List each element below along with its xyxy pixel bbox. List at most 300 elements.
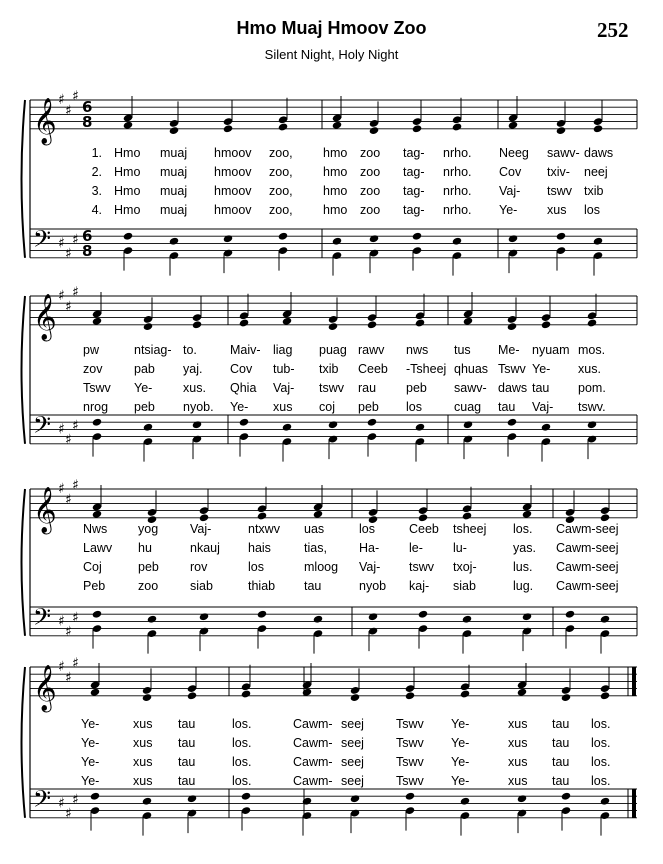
lyric-syllable: Cawm- (293, 717, 333, 731)
lyric-syllable: Vaj- (532, 400, 554, 414)
lyric-syllable: zoo, (269, 203, 293, 217)
lyric-syllable: muaj (160, 146, 188, 160)
lyric-syllable: tau (178, 717, 196, 731)
tenor-note (593, 237, 603, 246)
lyric-syllable: txoj- (453, 560, 477, 574)
lyric-syllable: xus (133, 755, 153, 769)
alto-note (507, 322, 517, 331)
lyric-syllable: nrho. (443, 146, 472, 160)
lyric-syllable: Tswv (396, 774, 424, 788)
verse-number: 4. (91, 203, 102, 217)
lyric-syllable: los (406, 400, 422, 414)
lyric-syllable: tau (552, 736, 570, 750)
lyric-syllable: Cawm-seej (556, 541, 619, 555)
lyric-syllable: tau (178, 736, 196, 750)
lyric-syllable: txiv- (547, 165, 570, 179)
tenor-note (452, 237, 462, 246)
lyric-syllable: le- (409, 541, 423, 555)
lyric-syllable: Neeg (499, 146, 529, 160)
lyric-syllable: rawv (358, 343, 385, 357)
alto-note (541, 320, 551, 329)
tenor-note (223, 234, 233, 243)
time-signature: 6 (82, 227, 93, 245)
lyric-syllable: seej (341, 717, 364, 731)
tenor-note (561, 792, 571, 801)
lyric-syllable: los. (591, 755, 611, 769)
tenor-note (147, 615, 157, 624)
lyric-syllable: los (584, 203, 600, 217)
tenor-note (587, 420, 597, 429)
sharp-icon: ♯ (72, 609, 79, 626)
verse-number: 1. (91, 146, 102, 160)
lyric-syllable: zoo (138, 579, 159, 593)
lyric-syllable: Tswv (396, 755, 424, 769)
lyric-syllable: Ye- (81, 774, 100, 788)
lyric-syllable: xus (547, 203, 567, 217)
alto-note (169, 126, 179, 135)
lyric-syllable: mloog (304, 560, 339, 574)
bass-clef-icon: 𝄢 (33, 411, 52, 444)
tenor-note (90, 792, 100, 801)
lyric-syllable: txib (319, 362, 339, 376)
tenor-note (143, 423, 153, 432)
tenor-note (460, 797, 470, 806)
lyric-syllable: hmoov (214, 184, 252, 198)
lyric-syllable: Ye- (81, 717, 100, 731)
sharp-icon: ♯ (72, 88, 79, 105)
tenor-note (522, 612, 532, 621)
lyric-syllable: Ye- (134, 381, 153, 395)
lyric-syllable: Hmo (114, 203, 141, 217)
lyric-syllable: muaj (160, 165, 188, 179)
lyric-syllable: peb (406, 381, 427, 395)
alto-note (412, 124, 422, 133)
lyric-syllable: tub- (273, 362, 295, 376)
lyric-syllable: peb (358, 400, 379, 414)
lyric-syllable: los. (232, 717, 252, 731)
sharp-icon: ♯ (72, 231, 79, 248)
tenor-note (199, 612, 209, 621)
alto-note (187, 691, 197, 700)
lyric-syllable: lu- (453, 541, 467, 555)
tenor-note (600, 797, 610, 806)
lyric-syllable: tag- (403, 184, 425, 198)
time-signature: 6 (82, 98, 93, 116)
lyric-syllable: kaj- (409, 579, 430, 593)
lyric-syllable: seej (341, 736, 364, 750)
lyric-syllable: tsheej (453, 522, 487, 536)
lyric-syllable: xus (133, 736, 153, 750)
lyric-syllable: xus (273, 400, 293, 414)
lyric-syllable: xus (133, 774, 153, 788)
lyric-syllable: Vaj- (499, 184, 521, 198)
lyric-syllable: tias, (304, 541, 327, 555)
lyric-syllable: hmo (323, 184, 348, 198)
lyric-syllable: tag- (403, 203, 425, 217)
treble-clef-icon: 𝄞 (33, 486, 57, 533)
alto-note (241, 689, 251, 698)
sharp-icon: ♯ (58, 421, 65, 438)
tenor-note (369, 234, 379, 243)
tenor-note (368, 612, 378, 621)
time-signature: 8 (82, 242, 93, 260)
lyric-syllable: nkauj (190, 541, 220, 555)
lyric-syllable: xus (133, 717, 153, 731)
lyric-syllable: hmo (323, 203, 348, 217)
tenor-note (412, 232, 422, 241)
lyric-syllable: seej (341, 774, 364, 788)
lyric-syllable: hmo (323, 165, 348, 179)
lyric-syllable: tswv. (578, 400, 606, 414)
lyric-syllable: pom. (578, 381, 606, 395)
lyric-syllable: los. (232, 755, 252, 769)
tenor-note (541, 423, 551, 432)
lyric-syllable: los. (591, 774, 611, 788)
lyric-syllable: qhuas (454, 362, 489, 376)
lyric-syllable: hmo (323, 146, 348, 160)
lyric-syllable: tswv (319, 381, 344, 395)
lyric-syllable: muaj (160, 203, 188, 217)
verse-number: 3. (91, 184, 102, 198)
lyric-syllable: tau (178, 774, 196, 788)
lyric-syllable: rau (358, 381, 377, 395)
tenor-note (302, 797, 312, 806)
alto-note (556, 126, 566, 135)
sharp-icon: ♯ (72, 791, 79, 808)
lyric-syllable: Ye- (451, 774, 470, 788)
alto-note (192, 320, 202, 329)
tenor-note (328, 420, 338, 429)
sharp-icon: ♯ (65, 491, 72, 508)
lyric-syllable: uas (304, 522, 325, 536)
brace-icon (22, 667, 26, 818)
sharp-icon: ♯ (65, 624, 72, 641)
lyric-syllable: Vaj- (359, 560, 381, 574)
lyric-syllable: tau (552, 755, 570, 769)
tenor-note (463, 420, 473, 429)
lyric-syllable: neej (584, 165, 608, 179)
lyric-syllable: Ye- (230, 400, 249, 414)
lyric-syllable: puag (319, 343, 347, 357)
lyric-syllable: daws (498, 381, 528, 395)
lyric-syllable: Hmo (114, 146, 141, 160)
lyric-syllable: hu (138, 541, 152, 555)
lyric-syllable: seej (341, 755, 364, 769)
bass-clef-icon: 𝄢 (33, 785, 52, 818)
lyric-syllable: tau (498, 400, 516, 414)
final-barline (632, 789, 636, 818)
lyric-syllable: Ye- (81, 755, 100, 769)
lyric-syllable: peb (134, 400, 155, 414)
tenor-note (556, 232, 566, 241)
lyric-syllable: daws (584, 146, 614, 160)
lyric-syllable: Tswv (396, 736, 424, 750)
lyric-syllable: Hmo (114, 184, 141, 198)
lyric-syllable: hmoov (214, 146, 252, 160)
lyric-syllable: los. (591, 717, 611, 731)
alto-note (600, 691, 610, 700)
treble-clef-icon: 𝄞 (33, 664, 57, 711)
tenor-note (415, 423, 425, 432)
lyric-syllable: Cov (499, 165, 522, 179)
lyric-syllable: Cov (230, 362, 253, 376)
lyric-syllable: tag- (403, 165, 425, 179)
sharp-icon: ♯ (65, 669, 72, 686)
tenor-note (241, 792, 251, 801)
lyric-syllable: hais (248, 541, 271, 555)
tenor-note (123, 232, 133, 241)
lyric-syllable: los. (232, 736, 252, 750)
hymn-number: 252 (597, 18, 629, 42)
lyric-syllable: zoo (360, 146, 381, 160)
tenor-note (517, 794, 527, 803)
lyric-syllable: ntxwv (248, 522, 280, 536)
lyric-syllable: Cawm- (293, 736, 333, 750)
tenor-note (169, 237, 179, 246)
lyric-syllable: Ye- (81, 736, 100, 750)
lyric-syllable: Ye- (451, 717, 470, 731)
tenor-note (418, 610, 428, 619)
alto-note (199, 513, 209, 522)
lyric-syllable: xus (508, 755, 528, 769)
lyric-syllable: mos. (578, 343, 606, 357)
alto-note (328, 322, 338, 331)
lyric-syllable: yaj. (183, 362, 203, 376)
sharp-icon: ♯ (65, 102, 72, 119)
treble-clef-icon: 𝄞 (33, 293, 57, 340)
hymn-subtitle: Silent Night, Holy Night (264, 47, 399, 62)
lyric-syllable: hmoov (214, 203, 252, 217)
alto-note (418, 513, 428, 522)
lyric-syllable: Peb (83, 579, 106, 593)
hymn-title: Hmo Muaj Hmoov Zoo (236, 18, 427, 38)
lyric-syllable: Tswv (83, 381, 111, 395)
lyric-syllable: zoo (360, 165, 381, 179)
lyric-syllable: coj (319, 400, 335, 414)
lyric-syllable: Cawm- (293, 774, 333, 788)
lyric-syllable: Cawm-seej (556, 579, 619, 593)
lyric-syllable: Qhia (230, 381, 257, 395)
alto-note (600, 513, 610, 522)
sharp-icon: ♯ (58, 92, 65, 108)
lyric-syllable: Ye- (451, 736, 470, 750)
sharp-icon: ♯ (58, 613, 65, 630)
lyric-syllable: pw (83, 343, 99, 357)
lyric-syllable: nws (406, 343, 429, 357)
sharp-icon: ♯ (58, 659, 65, 675)
lyric-syllable: nrho. (443, 184, 472, 198)
alto-note (278, 122, 288, 131)
lyric-syllable: Me- (498, 343, 520, 357)
lyric-syllable: Tswv (498, 362, 526, 376)
lyric-syllable: xus. (578, 362, 601, 376)
lyric-syllable: lus. (513, 560, 533, 574)
tenor-note (565, 610, 575, 619)
lyric-syllable: Ye- (499, 203, 518, 217)
tenor-note (462, 615, 472, 624)
lyric-syllable: xus (508, 717, 528, 731)
tenor-note (239, 418, 249, 427)
lyric-syllable: pab (134, 362, 155, 376)
tenor-note (350, 794, 360, 803)
lyric-syllable: Ye- (451, 755, 470, 769)
lyric-syllable: xus (508, 736, 528, 750)
alto-note (593, 124, 603, 133)
lyric-syllable: Ye- (532, 362, 551, 376)
lyric-syllable: zoo, (269, 146, 293, 160)
lyric-syllable: tau (532, 381, 550, 395)
lyric-syllable: Cawm- (293, 755, 333, 769)
alto-note (239, 318, 249, 327)
lyric-syllable: Ha- (359, 541, 380, 555)
lyric-syllable: tau (552, 717, 570, 731)
lyric-syllable: nyob. (183, 400, 214, 414)
tenor-note (367, 418, 377, 427)
alto-note (257, 511, 267, 520)
lyric-syllable: siab (453, 579, 476, 593)
lyric-syllable: Maiv- (230, 343, 261, 357)
lyric-syllable: Nws (83, 522, 108, 536)
alto-note (223, 124, 233, 133)
lyric-syllable: Vaj- (190, 522, 212, 536)
lyric-syllable: yog (138, 522, 159, 536)
lyric-syllable: ntsiag- (134, 343, 172, 357)
lyric-syllable: xus (508, 774, 528, 788)
treble-clef-icon: 𝄞 (33, 97, 57, 144)
lyric-syllable: yas. (513, 541, 536, 555)
lyric-syllable: sawv- (547, 146, 580, 160)
lyric-syllable: zoo, (269, 184, 293, 198)
sharp-icon: ♯ (72, 477, 79, 494)
lyric-syllable: liag (273, 343, 293, 357)
lyric-syllable: Ceeb (409, 522, 439, 536)
lyric-syllable: tau (304, 579, 322, 593)
alto-note (452, 122, 462, 131)
tenor-note (600, 615, 610, 624)
lyric-syllable: cuag (454, 400, 482, 414)
lyric-syllable: xus. (183, 381, 206, 395)
alto-note (561, 693, 571, 702)
lyric-syllable: Vaj- (273, 381, 295, 395)
lyric-syllable: sawv- (454, 381, 487, 395)
alto-note (350, 693, 360, 702)
lyric-syllable: -Tsheej (406, 362, 447, 376)
sharp-icon: ♯ (65, 246, 72, 263)
tenor-note (332, 237, 342, 246)
bass-clef-icon: 𝄢 (33, 603, 52, 636)
lyric-syllable: tswv (547, 184, 572, 198)
sharp-icon: ♯ (58, 481, 65, 497)
final-barline (632, 667, 636, 696)
lyric-syllable: hmoov (214, 165, 252, 179)
alto-note (143, 322, 153, 331)
lyric-syllable: Cawm-seej (556, 560, 619, 574)
lyric-syllable: zoo (360, 184, 381, 198)
lyric-syllable: los (359, 522, 375, 536)
lyric-syllable: nrog (83, 400, 109, 414)
lyric-syllable: Lawv (83, 541, 113, 555)
time-signature: 8 (82, 113, 93, 131)
lyric-syllable: tau (552, 774, 570, 788)
tenor-note (508, 234, 518, 243)
sharp-icon: ♯ (72, 284, 79, 301)
tenor-note (187, 794, 197, 803)
sharp-icon: ♯ (65, 298, 72, 315)
tenor-note (405, 792, 415, 801)
sharp-icon: ♯ (65, 806, 72, 823)
lyric-syllable: los. (513, 522, 533, 536)
lyric-syllable: txib (584, 184, 604, 198)
tenor-note (192, 420, 202, 429)
alto-note (460, 689, 470, 698)
alto-note (405, 691, 415, 700)
lyric-syllable: Ceeb (358, 362, 388, 376)
tenor-note (507, 418, 517, 427)
lyric-syllable: to. (183, 343, 197, 357)
sharp-icon: ♯ (58, 795, 65, 812)
lyric-syllable: tau (178, 755, 196, 769)
lyric-syllable: zoo, (269, 165, 293, 179)
lyric-syllable: Coj (83, 560, 102, 574)
lyric-syllable: peb (138, 560, 159, 574)
lyric-syllable: Cawm-seej (556, 522, 619, 536)
lyric-syllable: nyuam (532, 343, 570, 357)
tenor-note (282, 423, 292, 432)
lyric-syllable: muaj (160, 184, 188, 198)
lyric-syllable: nyob (359, 579, 387, 593)
alto-note (415, 318, 425, 327)
lyric-syllable: Tswv (396, 717, 424, 731)
lyric-syllable: siab (190, 579, 213, 593)
sharp-icon: ♯ (58, 288, 65, 304)
lyric-syllable: thiab (248, 579, 276, 593)
sharp-icon: ♯ (65, 432, 72, 449)
tenor-note (92, 418, 102, 427)
lyric-syllable: tus (454, 343, 471, 357)
alto-note (367, 320, 377, 329)
lyric-syllable: zov (83, 362, 103, 376)
lyric-syllable: nrho. (443, 165, 472, 179)
lyric-syllable: nrho. (443, 203, 472, 217)
brace-icon (22, 296, 26, 444)
sharp-icon: ♯ (58, 235, 65, 252)
tenor-note (92, 610, 102, 619)
lyric-syllable: tag- (403, 146, 425, 160)
alto-note (142, 693, 152, 702)
brace-icon (22, 100, 26, 258)
brace-icon (22, 489, 26, 636)
lyric-syllable: rov (190, 560, 208, 574)
lyric-syllable: lug. (513, 579, 534, 593)
lyric-syllable: zoo (360, 203, 381, 217)
lyric-syllable: tswv (409, 560, 434, 574)
bass-clef-icon: 𝄢 (33, 225, 52, 258)
sharp-icon: ♯ (72, 417, 79, 434)
alto-note (369, 126, 379, 135)
lyric-syllable: los. (232, 774, 252, 788)
alto-note (587, 318, 597, 327)
verse-number: 2. (91, 165, 102, 179)
lyric-syllable: los. (591, 736, 611, 750)
sharp-icon: ♯ (72, 655, 79, 672)
tenor-note (142, 797, 152, 806)
alto-note (462, 511, 472, 520)
tenor-note (278, 232, 288, 241)
lyric-syllable: Hmo (114, 165, 141, 179)
tenor-note (313, 615, 323, 624)
lyric-syllable: los (248, 560, 264, 574)
tenor-note (257, 610, 267, 619)
